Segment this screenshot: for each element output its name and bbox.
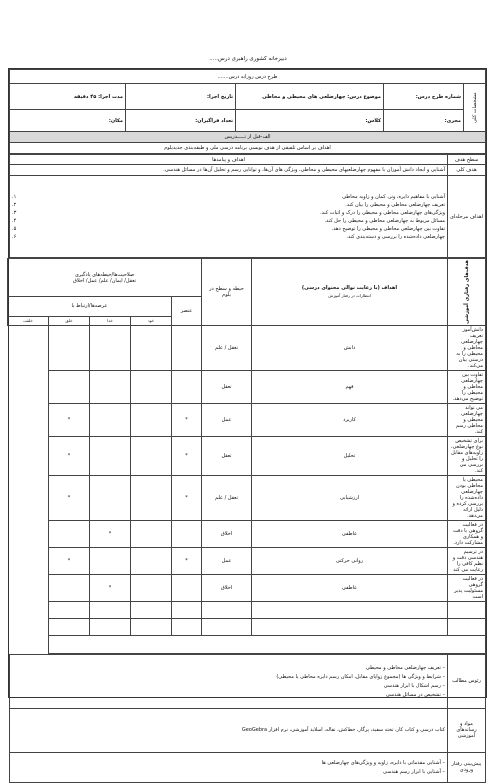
goals-header: اهداف و پیامدها xyxy=(10,155,448,165)
relation-mark xyxy=(90,547,131,574)
relation-mark: * xyxy=(90,574,131,601)
relation-col-header: خلق xyxy=(49,316,90,325)
table-row xyxy=(7,574,485,601)
bloom-level: تحلیل xyxy=(252,436,448,475)
stage-goal-text: آشنایی با مفاهیم دایره، وتر، کمان و زاویه محاطی xyxy=(342,193,445,200)
section-a-title: الف-قبل از تـــــدريس xyxy=(10,132,486,143)
table-row xyxy=(7,520,485,547)
goals-table xyxy=(9,154,486,258)
objective-text: تفاوت بین چهارضلعی محاطی و محیطی را توضیح می‌دهد. xyxy=(448,370,486,403)
element-value: تعقل xyxy=(202,370,252,403)
behavioral-header-cell xyxy=(252,259,448,326)
relation-mark xyxy=(172,325,202,370)
relation-mark: * xyxy=(90,520,131,547)
stage-goal-item xyxy=(12,193,445,201)
relation-col-header: خلقت xyxy=(7,316,48,325)
relation-mark xyxy=(172,574,202,601)
bloom-level: عاطفی xyxy=(252,574,448,601)
bloom-level: روانی حرکتی xyxy=(252,547,448,574)
relation-mark: * xyxy=(172,475,202,520)
element-value: تعقل xyxy=(202,436,252,475)
stage-goal-text: ویژگی‌های چهارضلعی محاطی و محیطی را درک و اثبات کند. xyxy=(320,209,445,216)
relation-mark xyxy=(131,601,172,618)
bloom-level: عاطفی xyxy=(252,520,448,547)
stage-goals-list xyxy=(12,193,445,241)
element-value: عمل xyxy=(202,547,252,574)
behavioral-subheader: انتظارات در رفتار آموزش xyxy=(328,293,371,299)
stage-goal-text: تعریف چهارضلعی محاطی و محیطی را بیان کند. xyxy=(345,201,445,208)
relation-mark xyxy=(131,325,172,370)
class-label: کلاس: xyxy=(236,110,384,132)
relation-mark xyxy=(90,436,131,475)
date-label: تاریخ اجرا: xyxy=(126,84,236,110)
table-row xyxy=(7,601,485,618)
relation-mark xyxy=(131,574,172,601)
relation-mark xyxy=(90,601,131,618)
objective-text: محیطی یا محاطی بودن چهارضلعی داده‌شده را بررسی کرده و دلیل ارائه می‌دهد. xyxy=(448,475,486,520)
relation-mark xyxy=(90,475,131,520)
stage-goal-item xyxy=(12,233,445,241)
element-value: اخلاق xyxy=(202,574,252,601)
empty-row xyxy=(49,635,486,653)
objectives-note: اهداف بر اساس تلفیقی از هدف نویسی برنامه درسی ملی و طبقه‌بندی جدیدبلوم xyxy=(10,143,486,154)
relation-mark xyxy=(90,403,131,436)
objective-text: دانش‌آموز تعریف چهارضلعی محاطی و محیطی را به درستی بیان می‌کند. xyxy=(448,325,486,370)
values-sub: تعقل/ ایمان/ علم/ عمل/ اخلاق xyxy=(72,277,137,284)
relation-mark xyxy=(49,520,90,547)
stage-goal-item xyxy=(12,217,445,225)
relation-mark: * xyxy=(49,547,90,574)
relation-mark xyxy=(172,520,202,547)
stage-goal-item xyxy=(12,209,445,217)
relation-mark xyxy=(131,403,172,436)
objective-text: در فعالیت گروهی با دقت و همکاری مشارکت دارد. xyxy=(448,520,486,547)
relation-mark xyxy=(172,370,202,403)
bloom-level xyxy=(252,618,448,635)
stage-goal-text: چهارضلعی داده‌شده را بررسی و دسته‌بندی کند. xyxy=(346,233,445,240)
element-value xyxy=(202,618,252,635)
stage-goal-number: ۱. xyxy=(12,193,17,200)
element-value xyxy=(202,601,252,618)
general-info-label: مشخصات کلی xyxy=(464,84,486,132)
objective-text: برای تشخیص نوع چهارضلعی، زاویه‌های مقابل را تحلیل و بررسی می کند. xyxy=(448,436,486,475)
domain-label: سطح هدف xyxy=(448,155,486,165)
stage-goal-number: ۳. xyxy=(12,209,17,216)
heading-item: – تعریف چهارضلعی محاطی و محیطی xyxy=(12,663,445,672)
media-label: مواد و رسانه‌های آموزشی xyxy=(448,708,486,752)
prereq-item: – آشنایی با ابزار رسم هندسی xyxy=(12,767,445,776)
relation-mark xyxy=(131,436,172,475)
relations-header: عرصه‌ها/ارتباط با xyxy=(7,297,171,317)
objective-text xyxy=(448,618,486,635)
table-row xyxy=(7,618,485,635)
relation-mark: * xyxy=(172,403,202,436)
place-label: مکان: xyxy=(10,110,126,132)
relation-mark xyxy=(131,520,172,547)
stage-goal-item xyxy=(12,225,445,233)
element-value: عمل xyxy=(202,403,252,436)
relation-mark xyxy=(172,601,202,618)
heading-item: – شرایط و ویژگی ها (مجموع زوایای مقابل، امکان رسم دایره محاطی یا محیطی) xyxy=(12,672,445,681)
stage-goal-number: ۶. xyxy=(12,233,17,240)
behavioral-header: اهداف (با رعایت توالی محتوای درسی) xyxy=(301,285,398,292)
relation-mark xyxy=(90,325,131,370)
element-header: عنصر xyxy=(172,297,202,326)
relation-mark: * xyxy=(172,547,202,574)
plan-title: طرح درس روزانه درس....... xyxy=(10,70,486,84)
element-value: اخلاق xyxy=(202,520,252,547)
relation-mark xyxy=(90,618,131,635)
objective-text xyxy=(448,601,486,618)
general-goal-label: هدف کلی xyxy=(448,165,486,176)
element-value: تعقل / علم xyxy=(202,475,252,520)
stage-goal-number: ۵. xyxy=(12,225,17,232)
school-header: دبیرخانه کشوری راهبری درس..... xyxy=(209,56,287,62)
headings-label: رئوس مطالب xyxy=(448,654,486,708)
table-row xyxy=(7,547,485,574)
general-goal-text: آشنایی و ایجاد دانش آموزان با مفهوم چهارضلعیهای محیطی و محاطی، ویژگی های آن‌ها، و توانایی رسم و تحلیل آن‌ها در مسائل هندسی. xyxy=(10,165,448,176)
relation-mark xyxy=(131,618,172,635)
relation-mark xyxy=(90,370,131,403)
stage-goal-item xyxy=(12,201,445,209)
relation-mark xyxy=(172,618,202,635)
heading-item: – رسم اشکال با ابزار هندسی xyxy=(12,681,445,690)
objective-text: در ترسیم هندسی دقت و نظم کافی را رعایت می کند xyxy=(448,547,486,574)
relation-mark: * xyxy=(172,436,202,475)
learners-label: تعداد فراگیران: xyxy=(126,110,236,132)
stage-goals-label: اهداف مرحله‌ای xyxy=(448,176,486,258)
media-text: کتاب درسی و کتاب کار، تخته سفید، پرگار، خط‌کش، نقاله، اسلاید آموزشی، نرم افزار GeoGebra xyxy=(10,708,448,752)
stage-goals-cell xyxy=(10,176,448,258)
behavioral-table xyxy=(7,258,486,654)
behavioral-label: هدف‌های رفتاری آموزشی xyxy=(448,259,486,326)
objective-text: در فعالیت گروهی مسئولیت پذیر است xyxy=(448,574,486,601)
table-row xyxy=(7,403,485,436)
prereq-label: پیش‌بینی رفتار ورودی xyxy=(448,752,486,782)
plan-number-label: شماره طرح درس: xyxy=(384,84,464,110)
relation-col-header: خدا xyxy=(90,316,131,325)
relation-mark xyxy=(131,475,172,520)
relation-mark xyxy=(131,370,172,403)
relation-mark xyxy=(49,325,90,370)
relation-mark xyxy=(49,370,90,403)
stage-goal-text: مسائل مربوط به چهارضلعی محاطی و محیطی را حل کند. xyxy=(324,217,445,224)
relation-col-header: خود xyxy=(131,316,172,325)
stage-goal-number: ۴. xyxy=(12,217,17,224)
topic-label: موضوع درس: چهارضلعی های محیطی و محاطی xyxy=(236,84,384,110)
headings-list xyxy=(12,663,445,699)
duration-label: مدت اجرا: ۴۵ دقیقه xyxy=(10,84,126,110)
relation-mark: * xyxy=(49,403,90,436)
instructor-label: مجری: xyxy=(384,110,464,132)
stage-goal-number: ۲. xyxy=(12,201,17,208)
table-row xyxy=(7,475,485,520)
values-header-cell xyxy=(7,259,201,297)
bottom-table xyxy=(9,654,486,783)
bloom-level xyxy=(252,601,448,618)
relation-mark xyxy=(49,618,90,635)
bloom-level: کاربرد xyxy=(252,403,448,436)
element-value: تعقل / علم xyxy=(202,325,252,370)
prereq-list xyxy=(12,758,445,776)
level-header: حیطه و سطح در بلوم xyxy=(202,259,252,326)
table-row xyxy=(7,325,485,370)
relation-mark xyxy=(49,574,90,601)
bloom-level: ارزشیابی xyxy=(252,475,448,520)
heading-item: – تشخیص در مسائل هندسی xyxy=(12,690,445,699)
relation-mark: * xyxy=(49,436,90,475)
plan-frame xyxy=(8,68,487,775)
prereq-item: – آشنایی مقدماتی با دایره، زاویه و ویژگی‌های چهارضلعی ها xyxy=(12,758,445,767)
general-info-table xyxy=(9,69,486,154)
objective-text: می تواند چهارضلعی محیطی و محاطی رسم کند. xyxy=(448,403,486,436)
table-row xyxy=(7,436,485,475)
relation-mark xyxy=(131,547,172,574)
relation-mark: * xyxy=(49,475,90,520)
bloom-level: فهم xyxy=(252,370,448,403)
bloom-level: دانش xyxy=(252,325,448,370)
table-row xyxy=(7,370,485,403)
relation-mark xyxy=(49,601,90,618)
values-header: صلاحیت‌ها/حیطه‌های یادگیری xyxy=(74,271,135,278)
stage-goal-text: تفاوت بین چهارضلعی محاطی و محیطی را توضیح دهد. xyxy=(331,225,445,232)
